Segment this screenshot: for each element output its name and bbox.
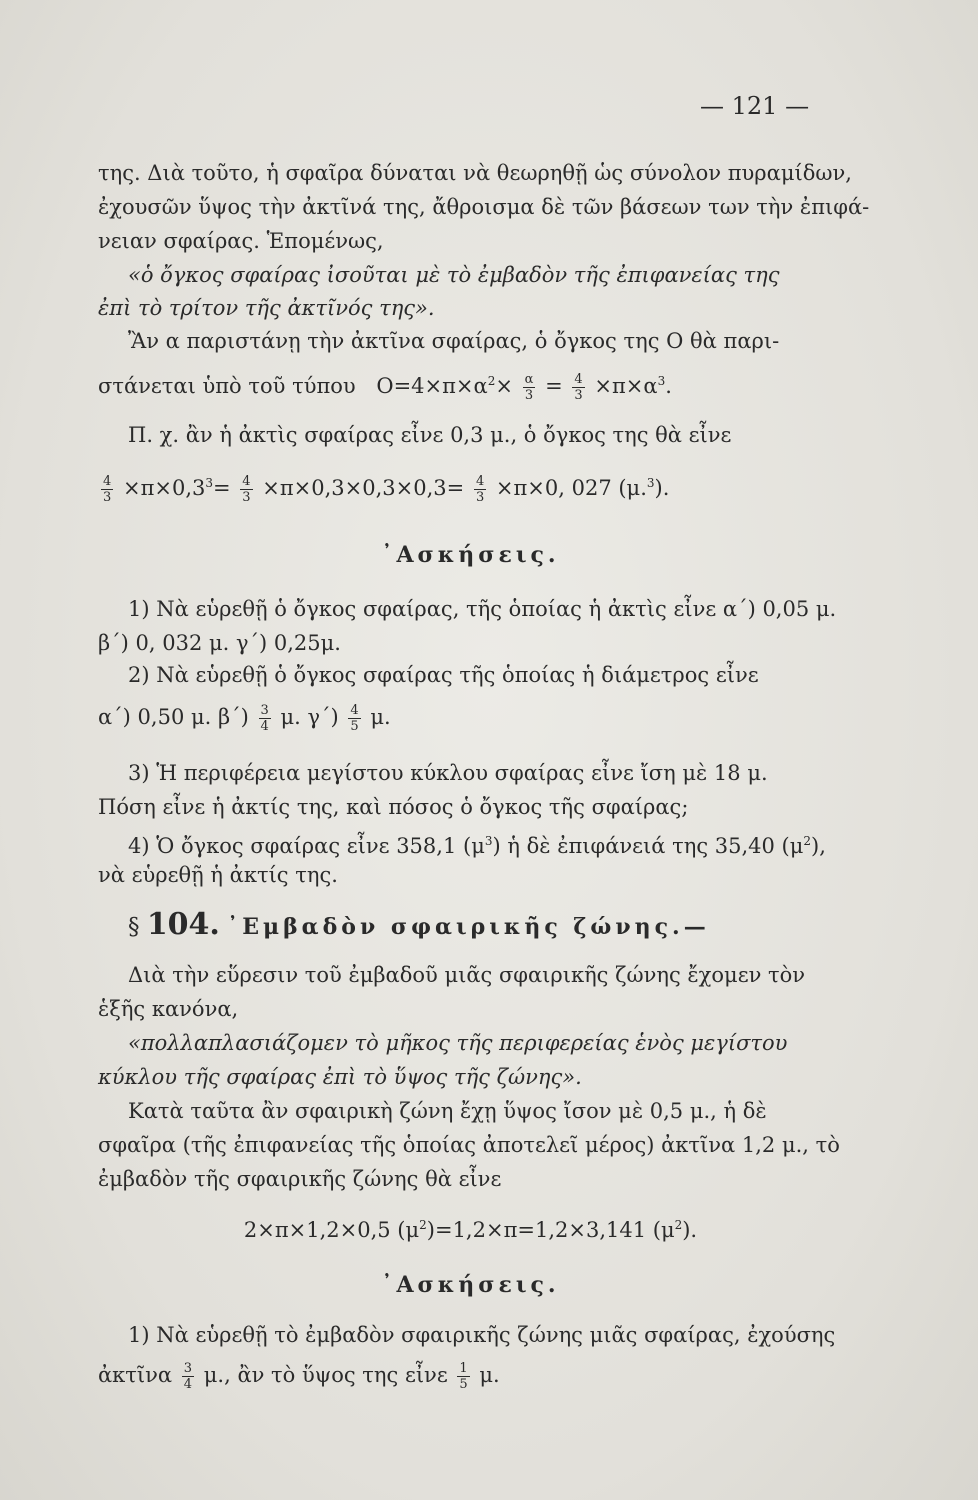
paragraph-line: νειαν σφαίρας. Ἑπομένως, bbox=[98, 229, 384, 253]
fraction: $\frac{4}{3}$ bbox=[475, 474, 485, 505]
exercise-line: α΄) 0,50 μ. β΄) $\frac{3}{4}$ μ. γ΄) $\frac{4}{5}$ μ. bbox=[98, 703, 391, 734]
paragraph-line: ἑξῆς κανόνα, bbox=[98, 997, 239, 1021]
page-number: — 121 — bbox=[700, 92, 810, 120]
formula-intro: στάνεται ὑπὸ τοῦ τύπου bbox=[98, 374, 356, 398]
paragraph-line: ἐχουσῶν ὕψος τὴν ἀκτῖνά της, ἄθροισμα δὲ τῶν βάσεων των τὴν ἐπιφά- bbox=[98, 195, 870, 219]
paragraph-line: Κατὰ ταῦτα ἂν σφαιρικὴ ζώνη ἔχῃ ὕψος ἴσον μὲ 0,5 μ., ἡ δὲ bbox=[128, 1099, 767, 1123]
formula-line: $\frac{4}{3}$ $\times\pi\times 0,3^3=$ $\frac{4}{3}$ ×π×0,3×0,3×0,3= $\frac{4}{3}$ ×π×0, 027 (μ.$^3$). bbox=[103, 474, 670, 505]
fraction: $\frac{4}{3}$ bbox=[574, 372, 583, 403]
paragraph-line: ἐμβαδὸν τῆς σφαιρικῆς ζώνης θὰ εἶνε bbox=[98, 1167, 502, 1191]
volume-formula: $O=4\times\pi\times\alpha^2\times$ $\frac{\alpha}{3}$ = $\frac{4}{3}$ $\times\pi\times\alpha^3$. bbox=[376, 372, 672, 403]
exercise-line: 2) Νὰ εὑρεθῇ ὁ ὄγκος σφαίρας τῆς ὁποίας ἡ διάμετρος εἶνε bbox=[128, 663, 759, 687]
exercises-heading: ᾿Ασκήσεις. bbox=[381, 542, 560, 568]
section-title: ᾿Εμβαδὸν σφαιρικῆς ζώνης.— bbox=[227, 914, 710, 940]
fraction: $\frac{3}{4}$ bbox=[260, 703, 269, 734]
rule-text: «πολλαπλασιάζομεν τὸ μῆκος τῆς περιφερείας ἑνὸς μεγίστου bbox=[128, 1031, 788, 1055]
exercise-line: ἀκτῖνα $\frac{3}{4}$ μ., ἂν τὸ ὕψος της εἶνε $\frac{1}{5}$ μ. bbox=[98, 1361, 500, 1392]
rule-text: ἐπὶ τὸ τρίτον τῆς ἀκτῖνός της». bbox=[98, 296, 435, 320]
paragraph-line: της. Διὰ τοῦτο, ἡ σφαῖρα δύναται νὰ θεωρηθῇ ὡς σύνολον πυραμίδων, bbox=[98, 161, 852, 185]
exercise-line: Πόση εἶνε ἡ ἀκτίς της, καὶ πόσος ὁ ὄγκος τῆς σφαίρας; bbox=[98, 795, 689, 819]
exercise-line: 1) Νὰ εὑρεθῇ τὸ ἐμβαδὸν σφαιρικῆς ζώνης μιᾶς σφαίρας, ἐχούσης bbox=[128, 1323, 836, 1347]
section-number: 104. bbox=[146, 907, 220, 942]
exercises-heading: ᾿Ασκήσεις. bbox=[381, 1272, 560, 1298]
exercise-line: νὰ εὑρεθῇ ἡ ἀκτίς της. bbox=[98, 863, 338, 887]
fraction: $\frac{4}{3}$ bbox=[103, 474, 112, 505]
paragraph-line: Π. χ. ἂν ἡ ἀκτὶς σφαίρας εἶνε 0,3 μ., ὁ ὄγκος της θὰ εἶνε bbox=[128, 423, 732, 447]
exercise-line: 3) Ἡ περιφέρεια μεγίστου κύκλου σφαίρας εἶνε ἴση μὲ 18 μ. bbox=[128, 761, 768, 785]
fraction: $\frac{\alpha}{3}$ bbox=[524, 372, 534, 403]
fraction: $\frac{4}{5}$ bbox=[350, 703, 359, 734]
fraction: $\frac{4}{3}$ bbox=[242, 474, 251, 505]
area-formula: 2×π×1,2×0,5 $(\mu^2)=1,2\times\pi=1,2\times 3,141$ $(\mu^2)$. bbox=[243, 1218, 698, 1242]
paragraph-line: σφαῖρα (τῆς ἐπιφανείας τῆς ὁποίας ἀποτελεῖ μέρος) ἀκτῖνα 1,2 μ., τὸ bbox=[98, 1133, 840, 1157]
section-heading bbox=[128, 907, 843, 942]
formula-line bbox=[98, 366, 843, 403]
rule-text: κύκλου τῆς σφαίρας ἐπὶ τὸ ὕψος τῆς ζώνης». bbox=[98, 1065, 582, 1089]
exercise-line: 4) Ὁ ὄγκος σφαίρας εἶνε 358,1 $(\mu^3)$ ἡ δὲ ἐπιφάνειά της 35,40 $(\mu^2)$, bbox=[128, 834, 826, 858]
section-symbol: § bbox=[128, 914, 140, 940]
rule-text: «ὁ ὄγκος σφαίρας ἰσοῦται μὲ τὸ ἐμβαδὸν τῆς ἐπιφανείας της bbox=[128, 263, 780, 287]
exercise-line: 1) Νὰ εὑρεθῇ ὁ ὄγκος σφαίρας, τῆς ὁποίας ἡ ἀκτὶς εἶνε α΄) 0,05 μ. bbox=[128, 597, 837, 621]
paragraph-line: Διὰ τὴν εὕρεσιν τοῦ ἐμβαδοῦ μιᾶς σφαιρικῆς ζώνης ἔχομεν τὸν bbox=[128, 963, 806, 987]
fraction: $\frac{1}{5}$ bbox=[459, 1361, 468, 1392]
exercise-line: β΄) 0, 032 μ. γ΄) 0,25μ. bbox=[98, 631, 341, 655]
fraction: $\frac{3}{4}$ bbox=[183, 1361, 193, 1392]
paragraph-line: Ἂν α παριστάνῃ τὴν ἀκτῖνα σφαίρας, ὁ ὄγκος της Ο θὰ παρι- bbox=[128, 329, 780, 353]
